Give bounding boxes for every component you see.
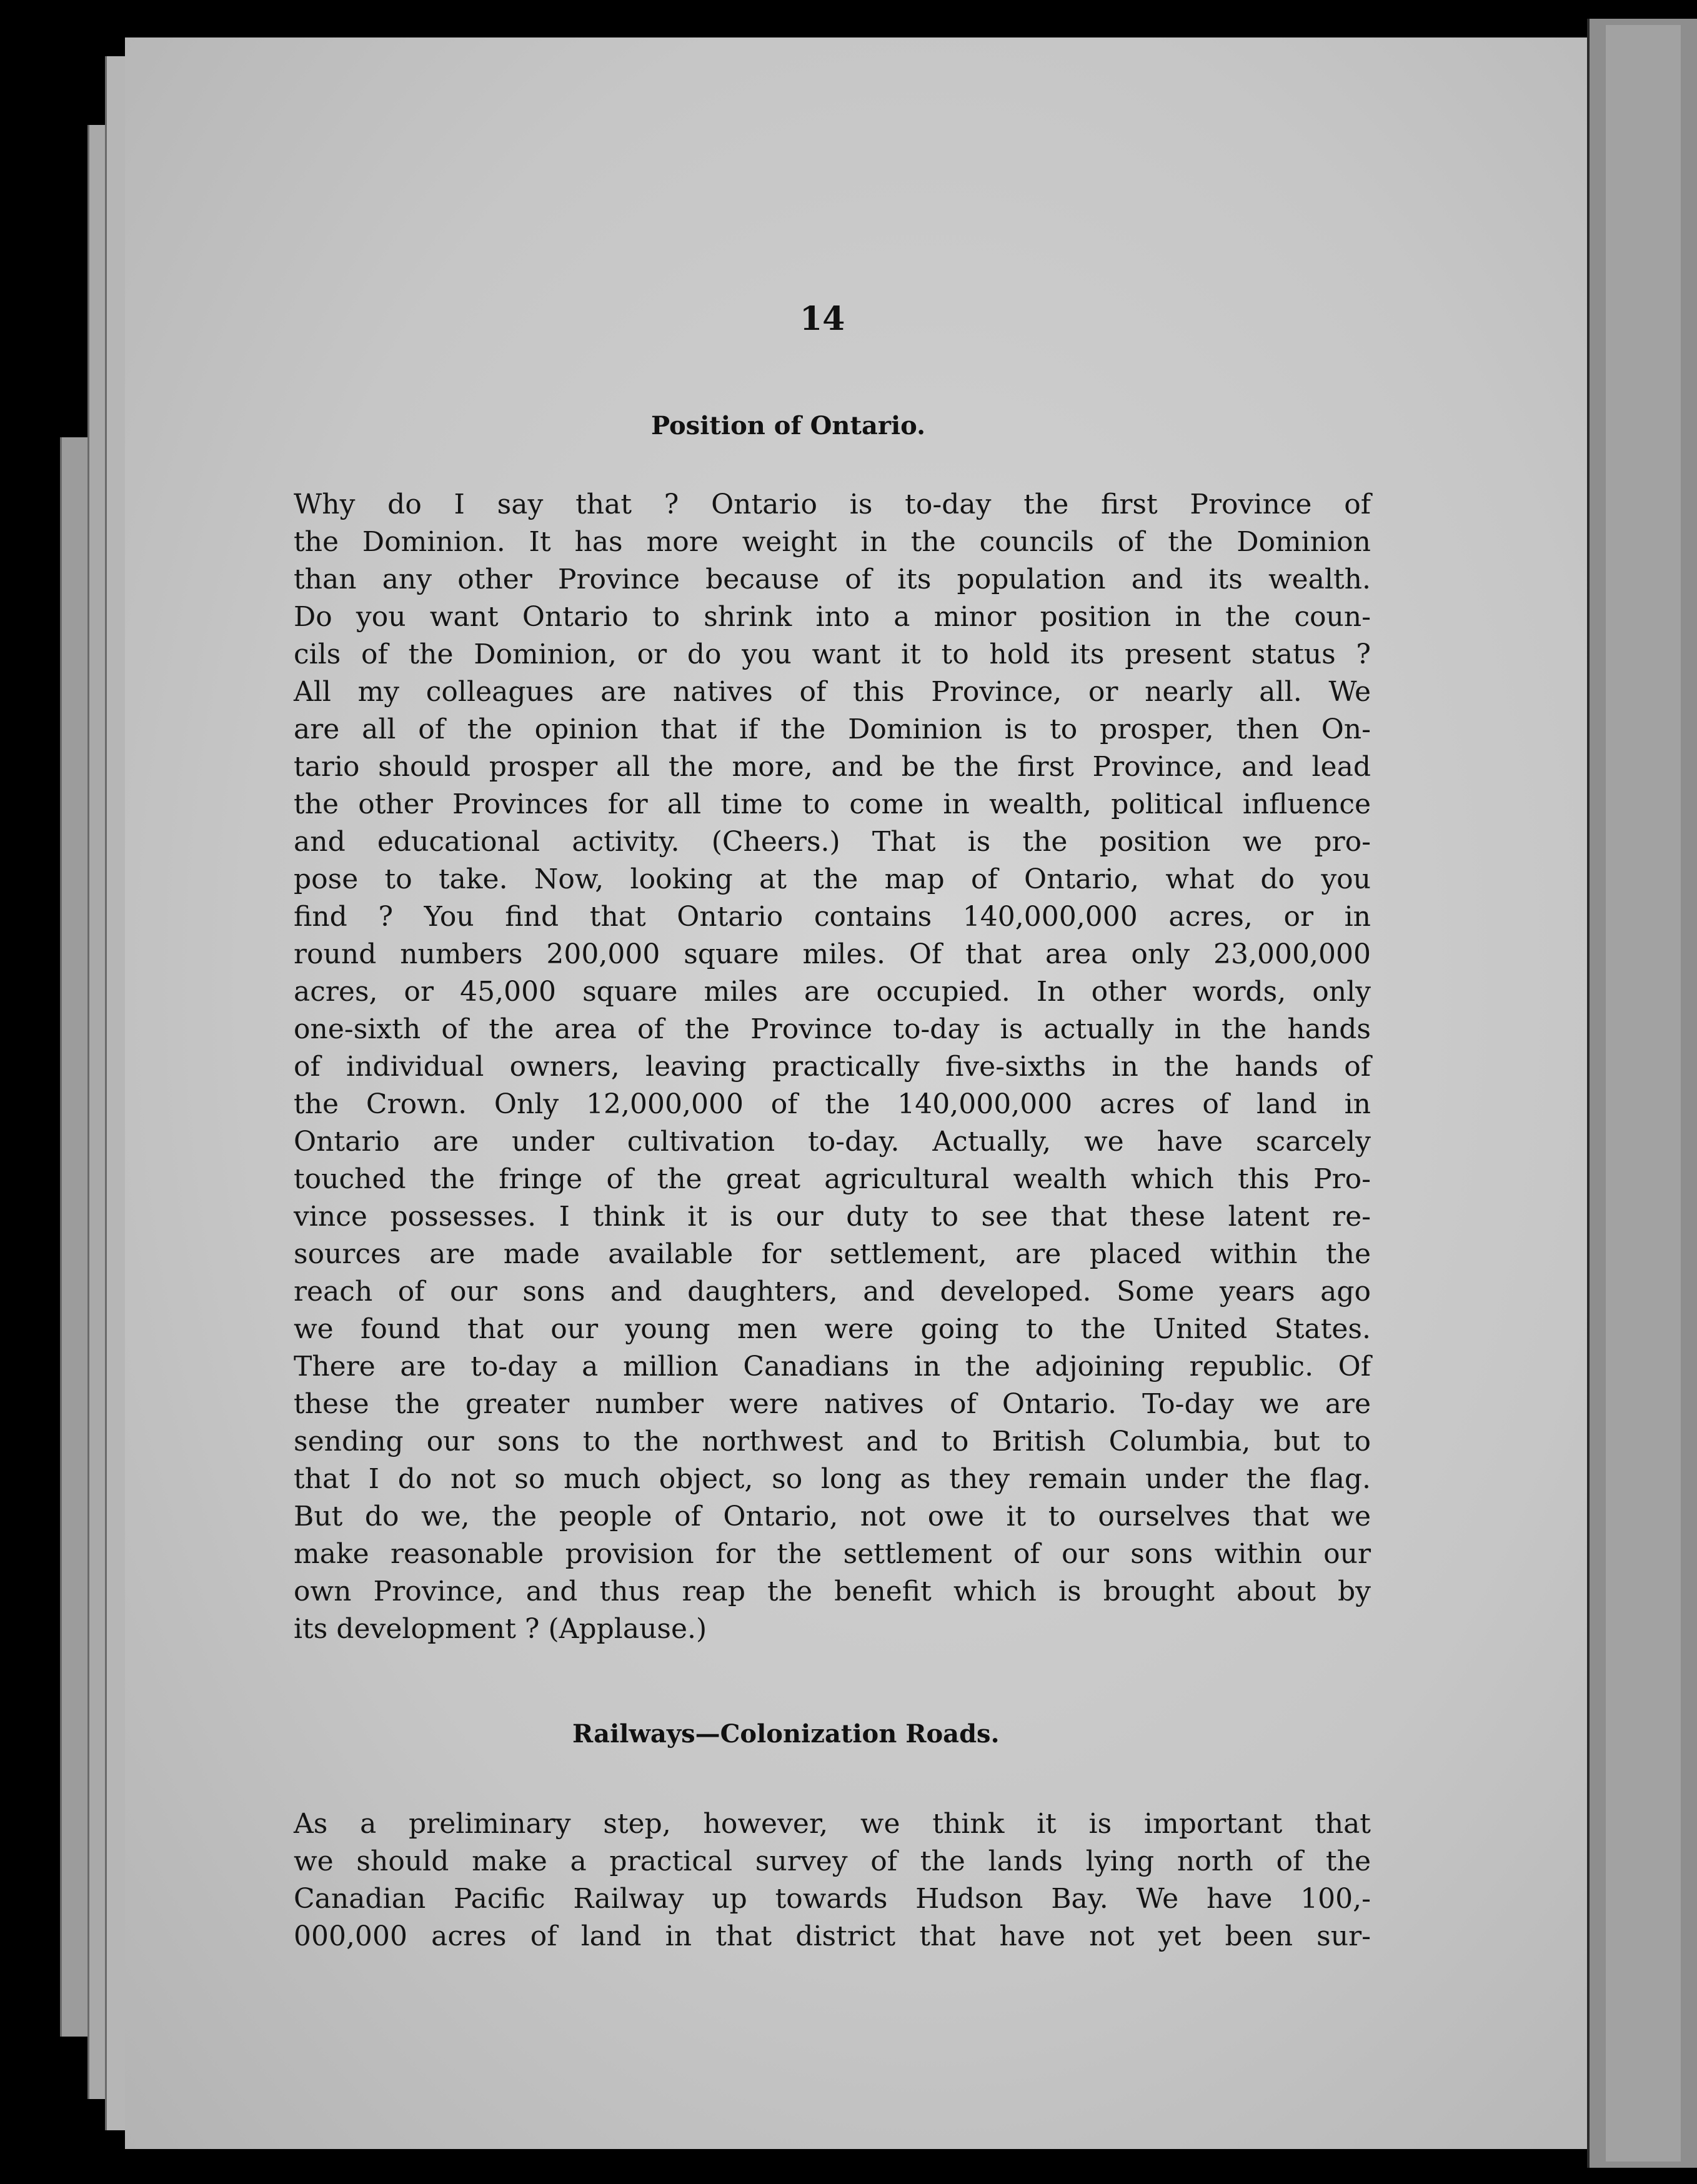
text-line: vince possesses. I think it is our duty to see that these latent re- — [294, 1201, 1371, 1233]
page-number: 14 — [800, 300, 845, 338]
section-heading: Position of Ontario. — [651, 411, 926, 440]
text-line: than any other Province because of its population and its wealth. — [294, 563, 1371, 595]
text-line: pose to take. Now, looking at the map of Ontario, what do you — [294, 863, 1371, 895]
paragraph — [294, 1805, 1371, 1955]
text-line: Why do I say that ? Ontario is to-day the first Province of — [294, 489, 1371, 520]
text-line: sending our sons to the northwest and to British Columbia, but to — [294, 1426, 1371, 1457]
text-line: There are to-day a million Canadians in the adjoining republic. Of — [294, 1351, 1371, 1382]
text-line: its development ? (Applause.) — [294, 1613, 707, 1645]
text-line: own Province, and thus reap the benefit which is brought about by — [294, 1576, 1371, 1607]
text-line: But do we, the people of Ontario, not owe it to ourselves that we — [294, 1501, 1371, 1532]
section-heading: Railways—Colonization Roads. — [572, 1719, 1000, 1749]
text-line: one-sixth of the area of the Province to-day is actually in the hands — [294, 1013, 1371, 1045]
text-line: tario should prosper all the more, and be the first Province, and lead — [294, 751, 1371, 783]
text-line: round numbers 200,000 square miles. Of that area only 23,000,000 — [294, 938, 1371, 970]
text-line: acres, or 45,000 square miles are occupied. In other words, only — [294, 976, 1371, 1008]
text-line: the Crown. Only 12,000,000 of the 140,000,000 acres of land in — [294, 1088, 1371, 1120]
text-line: and educational activity. (Cheers.) That is the position we pro- — [294, 826, 1371, 858]
text-line: the Dominion. It has more weight in the councils of the Dominion — [294, 526, 1371, 558]
text-line: cils of the Dominion, or do you want it to hold its present status ? — [294, 638, 1371, 670]
text-line: sources are made available for settlement, are placed within the — [294, 1238, 1371, 1270]
text-line: touched the fringe of the great agricultural wealth which this Pro- — [294, 1163, 1371, 1195]
text-line: make reasonable provision for the settlement of our sons within our — [294, 1538, 1371, 1570]
page-sheet — [125, 37, 1587, 2149]
text-line: these the greater number were natives of Ontario. To-day we are — [294, 1388, 1371, 1420]
text-line: that I do not so much object, so long as they remain under the flag. — [294, 1463, 1371, 1495]
text-line: Do you want Ontario to shrink into a minor position in the coun- — [294, 601, 1371, 633]
paragraph — [294, 486, 1371, 1648]
text-line: 000,000 acres of land in that district that have not yet been sur- — [294, 1920, 1371, 1952]
text-line: find ? You find that Ontario contains 140,000,000 acres, or in — [294, 901, 1371, 933]
text-line: we found that our young men were going to the United States. — [294, 1313, 1371, 1345]
text-line: we should make a practical survey of the lands lying north of the — [294, 1845, 1371, 1877]
text-line: Ontario are under cultivation to-day. Actually, we have scarcely — [294, 1126, 1371, 1158]
text-line: are all of the opinion that if the Dominion is to prosper, then On- — [294, 713, 1371, 745]
facing-page-edge — [1606, 25, 1681, 2162]
text-line: the other Provinces for all time to come in wealth, political influence — [294, 788, 1371, 820]
text-line: All my colleagues are natives of this Province, or nearly all. We — [294, 676, 1371, 708]
text-line: of individual owners, leaving practically five-sixths in the hands of — [294, 1051, 1371, 1083]
text-line: reach of our sons and daughters, and developed. Some years ago — [294, 1276, 1371, 1308]
text-line: As a preliminary step, however, we think it is important that — [294, 1808, 1371, 1840]
text-line: Canadian Pacific Railway up towards Hudson Bay. We have 100,- — [294, 1883, 1371, 1915]
